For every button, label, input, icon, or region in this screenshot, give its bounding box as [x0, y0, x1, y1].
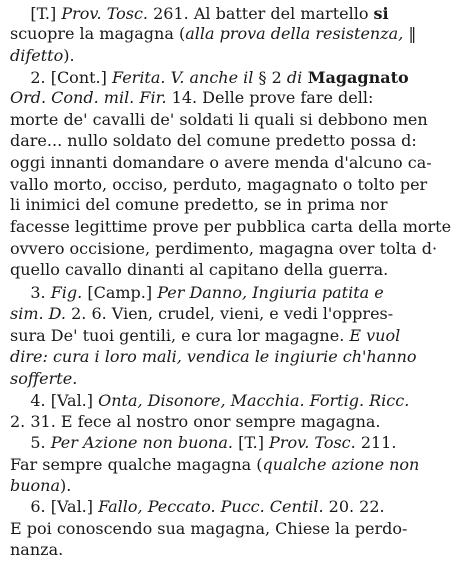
text-segment: sofferte.: [10, 369, 78, 388]
text-segment: 4. [Val.]: [10, 391, 99, 410]
text-segment: scuopre la magagna (: [10, 24, 186, 43]
text-segment: li inimici del comune predetto, se in prima nor: [10, 195, 388, 214]
text-segment: dire: cura i loro mali, vendica le ingiurie ch'hanno: [10, 347, 417, 366]
text-line: [10, 283, 384, 305]
text-segment: di: [286, 68, 303, 87]
text-segment: vallo morto, occiso, perduto, magagnato o tolto per: [10, 175, 428, 194]
text-segment: si: [373, 4, 389, 23]
text-segment: morte de' cavalli de' soldati li quali si debbono men: [10, 110, 428, 129]
text-line: [10, 24, 416, 46]
text-line: [10, 369, 77, 391]
text-line: [10, 68, 409, 90]
text-line: [10, 153, 432, 175]
text-segment: E vuol: [349, 326, 401, 345]
text-segment: alla prova della resistenza,: [185, 24, 404, 43]
text-segment: nanza.: [10, 540, 64, 559]
text-line: [10, 4, 389, 26]
text-segment: 2. 31. E fece al nostro onor sempre magagna.: [10, 412, 381, 431]
text-segment: 211.: [355, 433, 397, 452]
text-segment: [T.]: [232, 433, 270, 452]
text-segment: ).: [63, 46, 75, 65]
text-line: [10, 455, 419, 477]
text-segment: 2. 6. Vien, crudel, vieni, e vedi l'oppres-: [66, 304, 394, 323]
text-segment: ).: [60, 476, 72, 495]
text-segment: § 2: [253, 68, 287, 87]
text-line: [10, 476, 71, 498]
text-line: [10, 195, 388, 217]
text-line: [10, 175, 427, 197]
text-segment: Prov. Tosc.: [269, 433, 356, 452]
text-line: [10, 239, 437, 261]
text-segment: Fallo, Peccato. Pucc. Centil.: [98, 497, 324, 516]
text-segment: 5.: [10, 433, 51, 452]
text-segment: Onta, Disonore, Macchia. Fortig. Ricc.: [98, 391, 410, 410]
text-segment: E poi conoscendo sua magagna, Chiese la perdo-: [10, 519, 408, 538]
text-segment: Prov. Tosc.: [61, 4, 149, 23]
text-segment: 2. [Cont.]: [10, 68, 112, 87]
text-line: [10, 412, 381, 434]
text-line: [10, 433, 396, 455]
text-segment: Magagnato: [302, 68, 409, 87]
text-line: [10, 540, 63, 562]
text-segment: buona: [10, 476, 61, 495]
text-segment: Per Danno, Ingiuria patita e: [157, 283, 384, 302]
text-segment: sim. D.: [10, 304, 67, 323]
text-line: [10, 519, 407, 541]
text-line: [10, 391, 409, 413]
text-segment: [T.]: [10, 4, 62, 23]
text-line: [10, 110, 428, 132]
text-segment: oggi innanti domandare o avere menda d'alcuno ca-: [10, 153, 432, 172]
text-segment: 261. Al batter del martello: [148, 4, 374, 23]
text-line: [10, 326, 400, 348]
text-segment: 3.: [10, 283, 51, 302]
text-segment: ‖: [403, 24, 417, 43]
text-segment: dare... nullo soldato del comune predetto possa d:: [10, 131, 417, 150]
text-segment: quello cavallo dinanti al capitano della guerra.: [10, 260, 389, 279]
text-segment: 20. 22.: [323, 497, 385, 516]
text-line: [10, 497, 385, 519]
text-segment: Far sempre qualche magagna (: [10, 455, 263, 474]
text-segment: Ferita. V. anche il: [111, 68, 254, 87]
text-segment: Per Azione non buona.: [50, 433, 233, 452]
text-segment: 6. [Val.]: [10, 497, 99, 516]
text-segment: Ord. Cond. mil. Fir.: [10, 88, 167, 107]
text-line: [10, 46, 75, 68]
text-line: [10, 304, 393, 326]
text-segment: sura De' tuoi gentili, e cura lor magagne.: [10, 326, 350, 345]
text-line: [10, 260, 388, 282]
text-segment: qualche azione non: [262, 455, 420, 474]
text-segment: 14. Delle prove fare dell:: [166, 88, 374, 107]
text-line: [10, 347, 417, 369]
text-segment: Fig.: [50, 283, 83, 302]
text-segment: [Camp.]: [82, 283, 158, 302]
text-segment: difetto: [10, 46, 64, 65]
text-line: [10, 217, 451, 239]
text-segment: facesse legittime prove per pubblica carta della morte: [10, 217, 452, 236]
text-segment: ovvero occisione, perdimento, magagna over tolta d·: [10, 239, 438, 258]
text-line: [10, 88, 373, 110]
text-line: [10, 131, 417, 153]
